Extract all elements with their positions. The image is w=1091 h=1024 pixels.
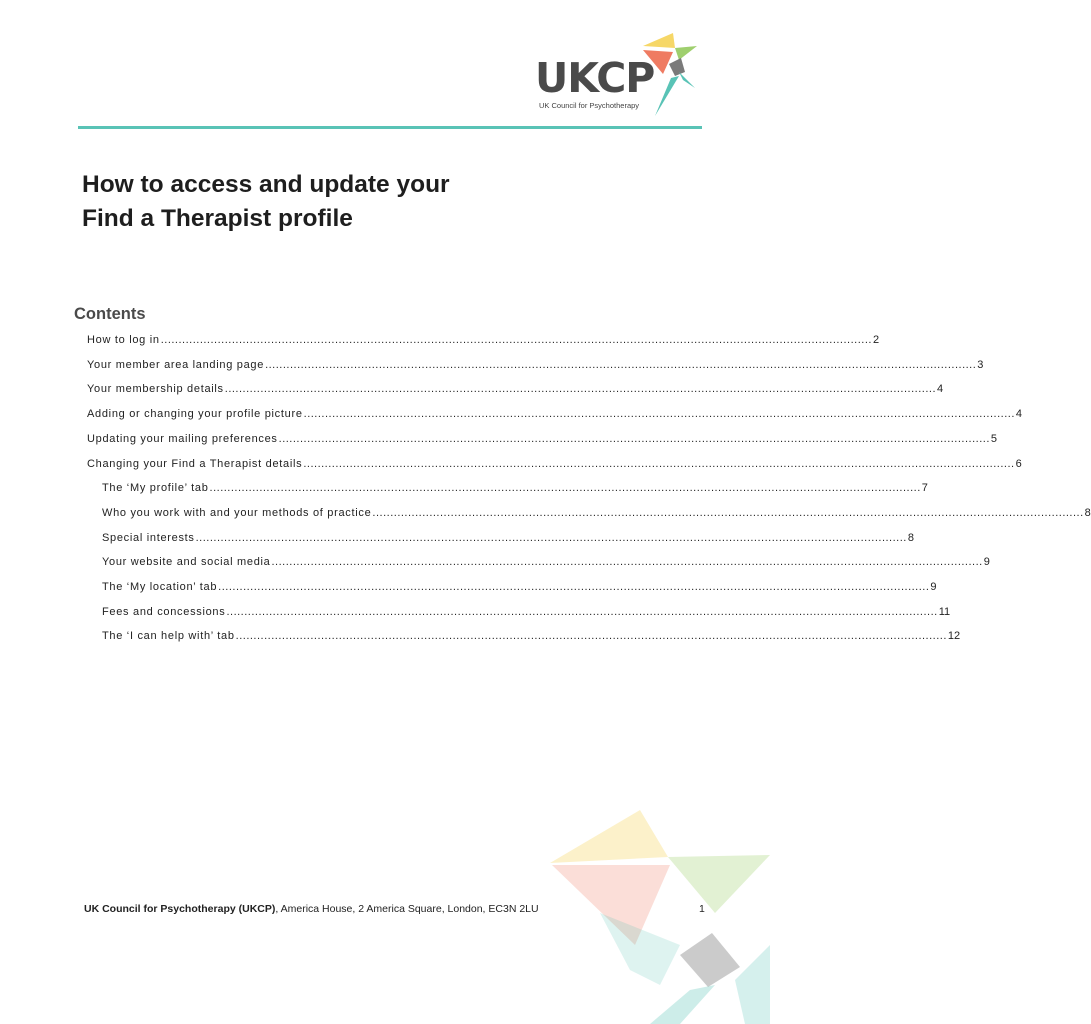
toc-entry-label: Adding or changing your profile picture [87, 408, 303, 421]
toc-entry-label: How to log in [87, 334, 160, 346]
toc-entry[interactable] [102, 556, 990, 572]
contents-heading: Contents [74, 305, 146, 323]
toc-entry[interactable] [87, 408, 1022, 424]
toc-entry[interactable] [87, 457, 1022, 474]
toc-entry[interactable] [87, 358, 984, 375]
toc-entry-page: 7 [921, 482, 928, 495]
toc-entry-label: Fees and concessions [102, 605, 226, 618]
toc-entry[interactable] [87, 334, 880, 350]
toc-entry-label: Your membership details [87, 383, 224, 396]
toc-entry-page: 9 [983, 556, 990, 569]
toc-entry[interactable] [102, 482, 928, 498]
toc-leader-dots: ........................................................................................................................................................................................................ [224, 383, 936, 396]
toc-leader-dots: ........................................................................................................................................................................................................ [303, 457, 1015, 470]
toc-entry-label: Changing your Find a Therapist details [87, 457, 303, 470]
toc-leader-dots: ........................................................................................................................................................................................................ [271, 556, 983, 569]
toc-entry-page: 9 [930, 581, 937, 593]
toc-entry-page: 2 [872, 334, 880, 346]
toc-entry[interactable] [87, 432, 997, 449]
document-title [82, 168, 450, 236]
toc-entry-label: Special interests [102, 531, 195, 544]
toc-leader-dots: ........................................................................................................................................................................................................ [218, 581, 930, 593]
toc-entry-label: The ‘My location’ tab [102, 581, 218, 593]
toc-entry-label: Updating your mailing preferences [87, 432, 278, 445]
logo-subtitle: UK Council for Psychotherapy [539, 101, 640, 110]
toc-entry-page: 6 [1015, 457, 1022, 470]
toc-entry-page: 8 [907, 531, 914, 544]
footer-org: UK Council for Psychotherapy (UKCP) [84, 903, 276, 915]
toc-entry-label: The ‘I can help with’ tab [102, 630, 235, 643]
footer-address: , America House, 2 America Square, London, EC3N 2LU [275, 903, 539, 915]
footer-text [84, 903, 539, 915]
logo-wordmark: UKCP [535, 54, 655, 102]
title-line-2: Find a Therapist profile [82, 205, 353, 232]
toc-entry[interactable] [102, 630, 961, 646]
page-number: 1 [699, 903, 705, 915]
toc-entry-label: Your member area landing page [87, 358, 265, 371]
toc-entry-page: 3 [977, 358, 984, 371]
toc-entry-label: Your website and social media [102, 556, 271, 569]
toc-leader-dots: ........................................................................................................................................................................................................ [372, 506, 1084, 519]
header-rule [78, 126, 702, 129]
logo-star-icon [635, 28, 705, 118]
toc-entry-page: 11 [938, 605, 951, 618]
toc-entry-label: Who you work with and your methods of practice [102, 506, 372, 519]
toc-entry[interactable] [102, 581, 937, 597]
toc-entry-label: The ‘My profile’ tab [102, 482, 209, 495]
toc-leader-dots: ........................................................................................................................................................................................................ [265, 358, 977, 371]
toc-leader-dots: ........................................................................................................................................................................................................ [278, 432, 990, 445]
toc-entry-page: 12 [947, 630, 961, 643]
toc-leader-dots: ........................................................................................................................................................................................................ [226, 605, 938, 618]
toc-entry-page: 8 [1084, 506, 1091, 519]
toc-leader-dots: ........................................................................................................................................................................................................ [195, 531, 907, 544]
toc-entry-page: 5 [990, 432, 997, 445]
toc-entry-page: 4 [1015, 408, 1022, 421]
toc-leader-dots: ........................................................................................................................................................................................................ [160, 334, 872, 346]
toc-entry[interactable] [87, 383, 944, 399]
toc-entry[interactable] [102, 506, 1091, 523]
toc-leader-dots: ........................................................................................................................................................................................................ [235, 630, 947, 643]
toc-leader-dots: ........................................................................................................................................................................................................ [303, 408, 1015, 421]
title-line-1: How to access and update your [82, 171, 450, 198]
decorative-corner-graphic [540, 805, 770, 1024]
toc-entry[interactable] [102, 605, 951, 622]
toc-entry[interactable] [102, 531, 914, 548]
toc-leader-dots: ........................................................................................................................................................................................................ [209, 482, 921, 495]
toc-entry-page: 4 [937, 383, 944, 396]
ukcp-logo [535, 28, 705, 118]
